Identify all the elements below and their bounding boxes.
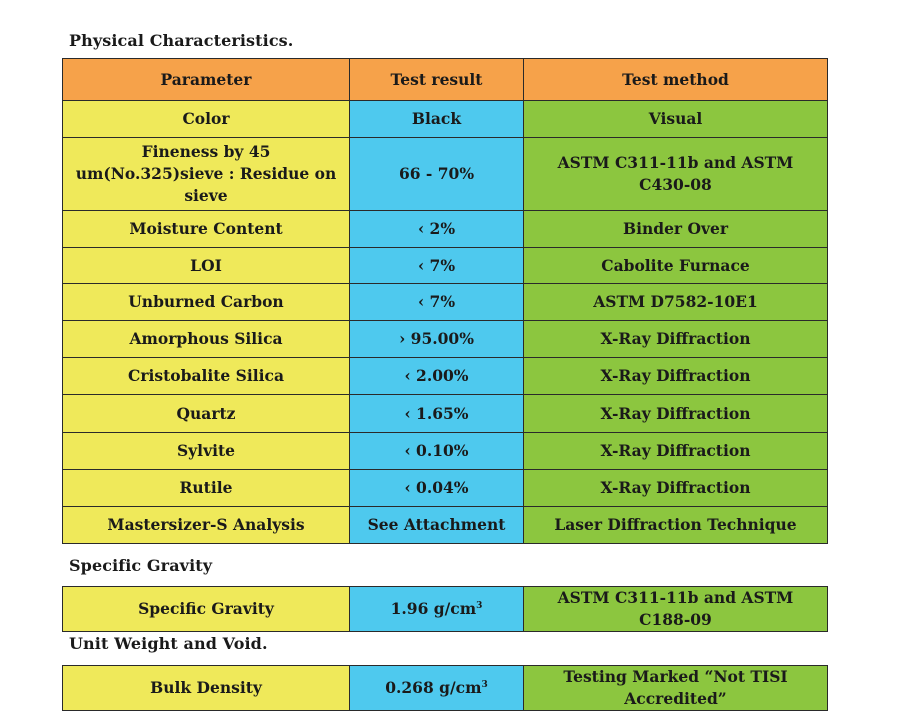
parameter-cell: Bulk Density: [63, 666, 350, 711]
method-cell: X-Ray Diffraction: [524, 470, 828, 507]
result-cell: ‹ 7%: [350, 248, 524, 284]
table-row: [63, 395, 828, 433]
table-row: [63, 470, 828, 507]
method-cell: X-Ray Diffraction: [524, 358, 828, 395]
result-cell: › 95.00%: [350, 321, 524, 358]
header-test-result: Test result: [350, 59, 524, 101]
result-cell: Black: [350, 101, 524, 138]
parameter-cell: Mastersizer-S Analysis: [63, 507, 350, 544]
specific-gravity-title: Specific Gravity: [69, 556, 213, 575]
parameter-cell: Rutile: [63, 470, 350, 507]
physical-characteristics-title: Physical Characteristics.: [69, 31, 294, 50]
method-cell: Visual: [524, 101, 828, 138]
table-row: [63, 321, 828, 358]
header-test-method: Test method: [524, 59, 828, 101]
result-cell: ‹ 0.04%: [350, 470, 524, 507]
method-cell: Laser Diffraction Technique: [524, 507, 828, 544]
table-row: [63, 211, 828, 248]
table-row: [63, 101, 828, 138]
parameter-cell: Quartz: [63, 395, 350, 433]
method-cell: Binder Over: [524, 211, 828, 248]
unit-weight-table: [62, 665, 828, 711]
parameter-cell: Unburned Carbon: [63, 284, 350, 321]
result-cell: ‹ 1.65%: [350, 395, 524, 433]
method-cell: ASTM C311-11b and ASTM C188-09: [524, 587, 828, 632]
result-cell: ‹ 7%: [350, 284, 524, 321]
unit-weight-title: Unit Weight and Void.: [69, 634, 268, 653]
method-cell: ASTM D7582-10E1: [524, 284, 828, 321]
parameter-cell: Fineness by 45 um(No.325)sieve : Residue on sieve: [63, 138, 350, 211]
table-row: [63, 138, 828, 211]
parameter-cell: Cristobalite Silica: [63, 358, 350, 395]
specific-gravity-table: [62, 586, 828, 632]
result-cell: [350, 666, 524, 711]
method-cell: X-Ray Diffraction: [524, 395, 828, 433]
table-row: [63, 248, 828, 284]
result-value: 1.96 g/cm: [390, 599, 477, 618]
table-row: [63, 507, 828, 544]
table-row: [63, 358, 828, 395]
physical-characteristics-table: [62, 58, 828, 544]
parameter-cell: Specific Gravity: [63, 587, 350, 632]
parameter-cell: Amorphous Silica: [63, 321, 350, 358]
result-cell: 66 - 70%: [350, 138, 524, 211]
table-row: [63, 587, 828, 632]
parameter-cell: LOI: [63, 248, 350, 284]
parameter-cell: Moisture Content: [63, 211, 350, 248]
result-superscript: 3: [481, 680, 488, 690]
result-cell: ‹ 2%: [350, 211, 524, 248]
table-header-row: [63, 59, 828, 101]
table-row: [63, 433, 828, 470]
method-cell: X-Ray Diffraction: [524, 433, 828, 470]
table-row: [63, 284, 828, 321]
header-parameter: Parameter: [63, 59, 350, 101]
result-cell: ‹ 2.00%: [350, 358, 524, 395]
result-cell: See Attachment: [350, 507, 524, 544]
result-value: 0.268 g/cm: [385, 678, 482, 697]
method-cell: ASTM C311-11b and ASTM C430-08: [524, 138, 828, 211]
parameter-cell: Color: [63, 101, 350, 138]
method-cell: Testing Marked “Not TISI Accredited”: [524, 666, 828, 711]
result-superscript: 3: [476, 601, 483, 611]
method-cell: Cabolite Furnace: [524, 248, 828, 284]
result-cell: ‹ 0.10%: [350, 433, 524, 470]
table-row: [63, 666, 828, 711]
result-cell: [350, 587, 524, 632]
parameter-cell: Sylvite: [63, 433, 350, 470]
method-cell: X-Ray Diffraction: [524, 321, 828, 358]
